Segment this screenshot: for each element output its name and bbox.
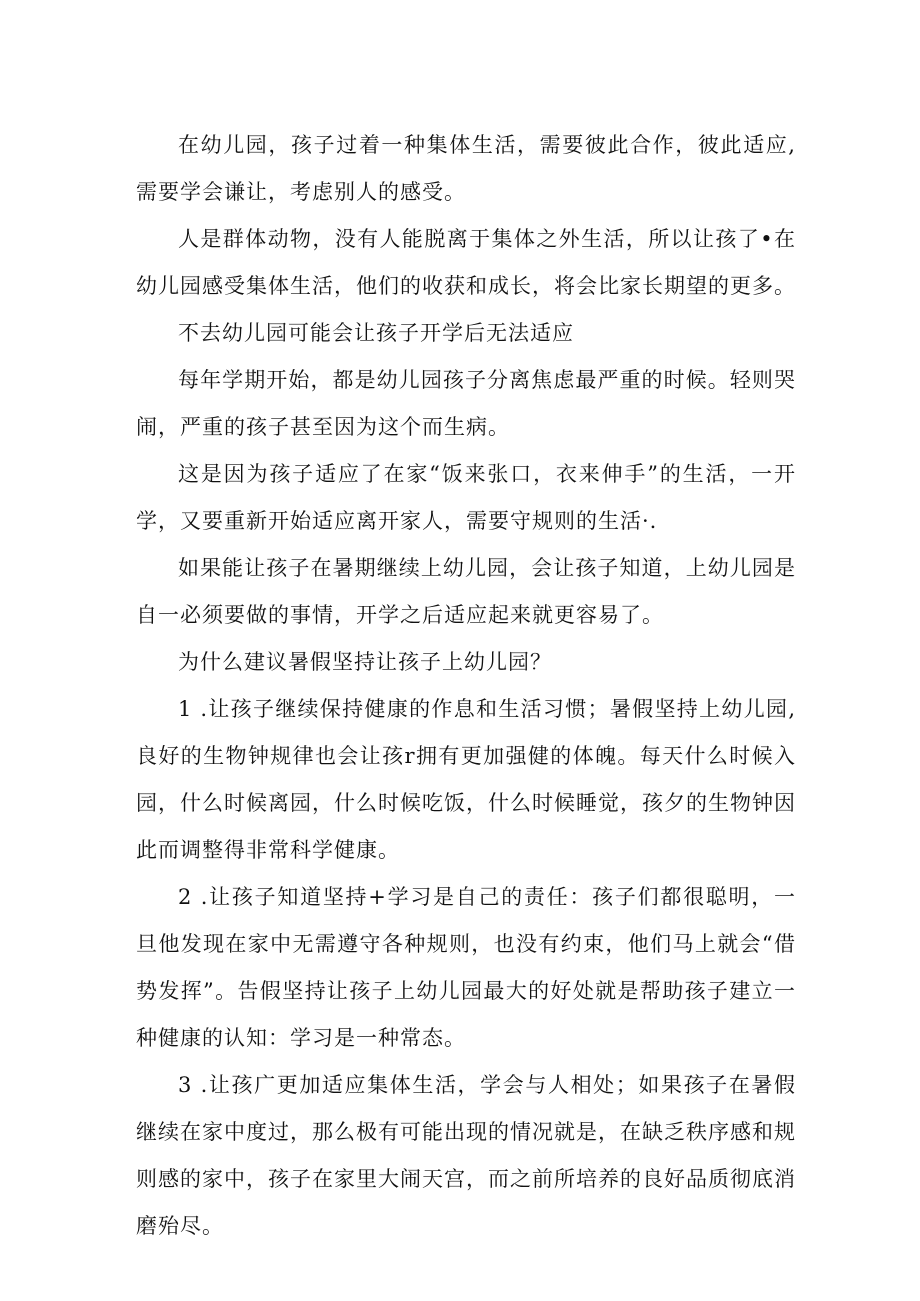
paragraph-5: 如果能让孩子在暑期继续上幼儿园，会让孩子知道，上幼儿园是自一必须要做的事情，开学之后适应起来就更容易了。 bbox=[136, 556, 796, 627]
paragraph-4: 这是因为孩子适应了在家“饭来张口，衣来伸手”的生活，一开学，又要重新开始适应离开家人，需要守规则的生活·. bbox=[136, 462, 796, 533]
list-item-2: 2 .让孩子知道坚持+学习是自己的责任：孩子们都很聪明，一旦他发现在家中无需遵守各种规则，也没有约束，他们马上就会“借势发挥”。告假坚持让孩子上幼儿园最大的好处就是帮助孩子建立一种健康的认知：学习是一种常态。 bbox=[136, 885, 796, 1050]
paragraph-2: 人是群体动物，没有人能脱离于集体之外生活，所以让孩了•在幼儿园感受集体生活，他们的收获和成长，将会比家长期望的更多。 bbox=[136, 227, 796, 298]
section-heading-why: 为什么建议暑假坚持让孩子上幼儿园？ bbox=[178, 650, 552, 674]
list-item-1: 1 .让孩子继续保持健康的作息和生活习惯；暑假坚持上幼儿园,良好的生物钟规律也会让孩r拥有更加强健的体魄。每天什么时候入园，什么时候离园，什么时候吃饭，什么时候睡觉，孩夕的生物钟因此而调整得非常科学健康。 bbox=[136, 697, 796, 862]
paragraph-1: 在幼儿园，孩子过着一种集体生活，需要彼此合作，彼此适应,需要学会谦让，考虑别人的感受。 bbox=[136, 133, 796, 204]
paragraph-3: 每年学期开始，都是幼儿园孩子分离焦虑最严重的时候。轻则哭闹，严重的孩子甚至因为这个而生病。 bbox=[136, 368, 796, 439]
document-body bbox=[136, 122, 796, 1250]
section-heading-adaptation: 不去幼儿园可能会让孩子开学后无法适应 bbox=[178, 321, 574, 345]
list-item-3: 3 .让孩广更加适应集体生活，学会与人相处；如果孩子在暑假继续在家中度过，那么极有可能出现的情况就是，在缺乏秩序感和规则感的家中，孩子在家里大闹天宫，而之前所培养的良好品质彻底消磨殆尽。 bbox=[136, 1073, 796, 1238]
